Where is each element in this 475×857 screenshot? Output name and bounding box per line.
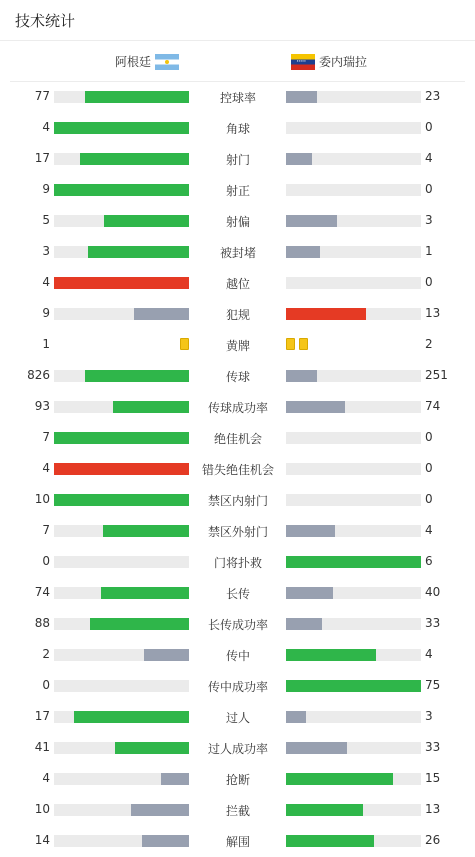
stat-label: 传球 <box>225 370 250 384</box>
away-stat-value: 74 <box>425 399 441 413</box>
stat-row <box>0 515 475 546</box>
stat-row <box>0 81 475 112</box>
stat-label: 长传成功率 <box>207 618 268 632</box>
stat-row <box>0 608 475 639</box>
away-stat-value: 33 <box>425 616 441 630</box>
away-stat-value: 0 <box>425 492 433 506</box>
stat-label: 传中 <box>225 649 250 663</box>
home-stat-value: 17 <box>34 151 50 165</box>
away-stat-value: 26 <box>425 833 441 847</box>
away-stat-bar <box>286 153 421 165</box>
home-stat-value: 3 <box>42 244 50 258</box>
away-stat-bar-fill <box>286 773 393 785</box>
home-stat-bar <box>54 711 189 723</box>
away-team[interactable] <box>291 53 367 70</box>
stat-label: 拦截 <box>225 804 250 818</box>
away-stat-bar <box>286 370 421 382</box>
home-stat-value: 826 <box>27 368 50 382</box>
home-stat-bar <box>54 277 189 289</box>
home-stat-bar-fill <box>80 153 189 165</box>
home-stat-bar-fill <box>142 835 189 847</box>
away-stat-bar <box>286 587 421 599</box>
away-stat-bar-fill <box>286 835 374 847</box>
stat-row <box>0 112 475 143</box>
away-stat-bar-fill <box>286 587 333 599</box>
away-stat-bar <box>286 649 421 661</box>
stat-row <box>0 794 475 825</box>
away-yellow-cards <box>286 338 308 350</box>
stat-row <box>0 453 475 484</box>
stat-label: 射偏 <box>225 215 250 229</box>
home-stat-value: 9 <box>42 182 50 196</box>
away-stat-value: 13 <box>425 802 441 816</box>
home-team[interactable] <box>115 53 179 70</box>
stat-label: 射正 <box>225 184 250 198</box>
away-stat-bar <box>286 494 421 506</box>
stat-row <box>0 329 475 360</box>
away-stat-value: 4 <box>425 151 433 165</box>
stat-label: 错失绝佳机会 <box>201 463 274 477</box>
venezuela-flag-icon <box>291 54 315 70</box>
stat-row <box>0 360 475 391</box>
away-stat-value: 0 <box>425 275 433 289</box>
stat-row <box>0 732 475 763</box>
home-stat-bar <box>54 215 189 227</box>
stat-row <box>0 701 475 732</box>
home-stat-bar <box>54 246 189 258</box>
home-stat-value: 5 <box>42 213 50 227</box>
away-stat-bar <box>286 308 421 320</box>
home-stat-bar-fill <box>101 587 189 599</box>
page-title: 技术统计 <box>15 12 76 30</box>
home-stat-value: 10 <box>34 492 50 506</box>
home-stat-bar <box>54 742 189 754</box>
away-stat-bar-fill <box>286 246 320 258</box>
home-stat-value: 17 <box>34 709 50 723</box>
away-stat-bar <box>286 711 421 723</box>
away-stat-value: 3 <box>425 709 433 723</box>
away-stat-bar <box>286 556 421 568</box>
home-stat-value: 7 <box>42 523 50 537</box>
home-stat-bar <box>54 835 189 847</box>
away-stat-value: 3 <box>425 213 433 227</box>
home-stat-bar-fill <box>54 184 189 196</box>
stat-row <box>0 391 475 422</box>
home-stat-bar <box>54 91 189 103</box>
home-stat-value: 9 <box>42 306 50 320</box>
away-stat-bar <box>286 804 421 816</box>
away-stat-value: 6 <box>425 554 433 568</box>
teams-header <box>10 41 465 82</box>
home-stat-value: 10 <box>34 802 50 816</box>
home-stat-bar-fill <box>103 525 189 537</box>
away-stat-bar <box>286 401 421 413</box>
home-stat-bar <box>54 122 189 134</box>
away-stat-bar-fill <box>286 618 322 630</box>
home-stat-value: 14 <box>34 833 50 847</box>
stat-row <box>0 205 475 236</box>
stat-label: 角球 <box>225 122 250 136</box>
home-stat-bar-fill <box>85 370 189 382</box>
home-stat-value: 74 <box>34 585 50 599</box>
home-stat-value: 93 <box>34 399 50 413</box>
away-stat-value: 4 <box>425 647 433 661</box>
home-stat-bar-fill <box>54 277 189 289</box>
away-stat-value: 15 <box>425 771 441 785</box>
home-stat-value: 2 <box>42 647 50 661</box>
home-stat-value: 0 <box>42 678 50 692</box>
home-stat-bar-fill <box>88 246 189 258</box>
away-stat-bar-fill <box>286 556 421 568</box>
away-stat-bar <box>286 525 421 537</box>
home-stat-value: 1 <box>42 337 50 351</box>
away-stat-value: 251 <box>425 368 448 382</box>
stat-label: 被封堵 <box>219 246 256 260</box>
away-stat-bar-fill <box>286 401 345 413</box>
home-stat-bar-fill <box>74 711 189 723</box>
stat-label: 门将扑救 <box>213 556 262 570</box>
away-stat-bar-fill <box>286 649 376 661</box>
stat-label: 犯规 <box>225 308 250 322</box>
stat-row <box>0 267 475 298</box>
away-stat-bar <box>286 773 421 785</box>
away-stat-value: 75 <box>425 678 441 692</box>
away-stat-bar <box>286 432 421 444</box>
stat-label: 禁区内射门 <box>207 494 268 508</box>
away-stat-bar <box>286 835 421 847</box>
stat-row <box>0 143 475 174</box>
home-stat-value: 4 <box>42 771 50 785</box>
stat-row <box>0 484 475 515</box>
home-stat-value: 7 <box>42 430 50 444</box>
away-stat-bar-fill <box>286 91 317 103</box>
stat-row <box>0 639 475 670</box>
home-stat-bar <box>54 525 189 537</box>
home-stat-bar-fill <box>54 494 189 506</box>
home-stat-bar <box>54 184 189 196</box>
stat-row <box>0 298 475 329</box>
home-stat-bar-fill <box>144 649 189 661</box>
yellow-card-icon <box>299 338 308 350</box>
away-stat-bar <box>286 91 421 103</box>
home-stat-bar-fill <box>161 773 189 785</box>
stat-label: 绝佳机会 <box>213 432 262 446</box>
home-stat-bar <box>54 463 189 475</box>
stat-row <box>0 825 475 856</box>
away-stat-value: 1 <box>425 244 433 258</box>
away-stat-bar <box>286 463 421 475</box>
stat-label: 射门 <box>225 153 250 167</box>
home-stat-bar-fill <box>134 308 189 320</box>
away-stat-bar-fill <box>286 370 317 382</box>
stat-label: 过人 <box>225 711 250 725</box>
away-stat-bar <box>286 680 421 692</box>
away-stat-value: 13 <box>425 306 441 320</box>
home-stat-bar-fill <box>90 618 189 630</box>
stat-row <box>0 763 475 794</box>
stat-label: 传球成功率 <box>207 401 268 415</box>
away-stat-bar <box>286 618 421 630</box>
argentina-flag-icon <box>155 54 179 70</box>
home-team-name: 阿根廷 <box>114 55 151 69</box>
home-stat-bar <box>54 618 189 630</box>
home-stat-value: 77 <box>34 89 50 103</box>
home-stat-bar <box>54 804 189 816</box>
away-stat-bar <box>286 122 421 134</box>
stat-label: 控球率 <box>219 91 256 105</box>
home-stat-bar-fill <box>85 91 189 103</box>
stat-label: 解围 <box>225 835 250 849</box>
header-bar <box>0 0 475 41</box>
away-stat-bar-fill <box>286 525 335 537</box>
home-stat-value: 41 <box>34 740 50 754</box>
away-stat-value: 23 <box>425 89 441 103</box>
home-yellow-cards <box>180 338 189 350</box>
stat-row <box>0 174 475 205</box>
yellow-card-icon <box>286 338 295 350</box>
away-stat-value: 2 <box>425 337 433 351</box>
away-stat-value: 0 <box>425 461 433 475</box>
away-stat-value: 4 <box>425 523 433 537</box>
home-stat-bar <box>54 680 189 692</box>
stat-row <box>0 546 475 577</box>
home-stat-bar-fill <box>54 432 189 444</box>
home-stat-value: 4 <box>42 461 50 475</box>
home-stat-bar <box>54 308 189 320</box>
away-stat-value: 33 <box>425 740 441 754</box>
home-stat-bar-fill <box>104 215 189 227</box>
home-stat-bar <box>54 432 189 444</box>
away-stat-value: 0 <box>425 430 433 444</box>
stat-label: 黄牌 <box>225 339 250 353</box>
stat-row <box>0 236 475 267</box>
away-stat-bar-fill <box>286 308 366 320</box>
away-stat-bar-fill <box>286 153 312 165</box>
away-stat-value: 0 <box>425 120 433 134</box>
stat-label: 过人成功率 <box>207 742 268 756</box>
home-stat-bar <box>54 556 189 568</box>
away-stat-bar <box>286 246 421 258</box>
stat-row <box>0 577 475 608</box>
stat-label: 禁区外射门 <box>207 525 268 539</box>
home-stat-bar <box>54 401 189 413</box>
home-stat-bar-fill <box>131 804 189 816</box>
home-stat-bar <box>54 773 189 785</box>
home-stat-bar-fill <box>54 463 189 475</box>
away-stat-bar-fill <box>286 680 421 692</box>
stat-row <box>0 422 475 453</box>
home-stat-bar <box>54 587 189 599</box>
home-stat-value: 4 <box>42 275 50 289</box>
yellow-card-icon <box>180 338 189 350</box>
away-stat-bar-fill <box>286 711 306 723</box>
away-stat-bar <box>286 215 421 227</box>
stat-label: 越位 <box>225 277 250 291</box>
stat-label: 抢断 <box>225 773 250 787</box>
home-stat-value: 4 <box>42 120 50 134</box>
away-stat-value: 40 <box>425 585 441 599</box>
away-stat-bar <box>286 184 421 196</box>
away-stat-bar <box>286 742 421 754</box>
home-stat-bar-fill <box>54 122 189 134</box>
home-stat-bar <box>54 494 189 506</box>
home-stat-bar-fill <box>115 742 189 754</box>
away-stat-bar <box>286 277 421 289</box>
away-stat-bar-fill <box>286 215 337 227</box>
home-stat-value: 88 <box>34 616 50 630</box>
away-stat-bar-fill <box>286 804 363 816</box>
stat-label: 长传 <box>225 587 250 601</box>
away-stat-value: 0 <box>425 182 433 196</box>
home-stat-value: 0 <box>42 554 50 568</box>
away-team-name: 委内瑞拉 <box>319 55 368 69</box>
away-stat-bar-fill <box>286 742 347 754</box>
home-stat-bar <box>54 153 189 165</box>
home-stat-bar <box>54 370 189 382</box>
home-stat-bar-fill <box>113 401 189 413</box>
home-stat-bar <box>54 649 189 661</box>
stat-label: 传中成功率 <box>207 680 268 694</box>
stat-row <box>0 670 475 701</box>
